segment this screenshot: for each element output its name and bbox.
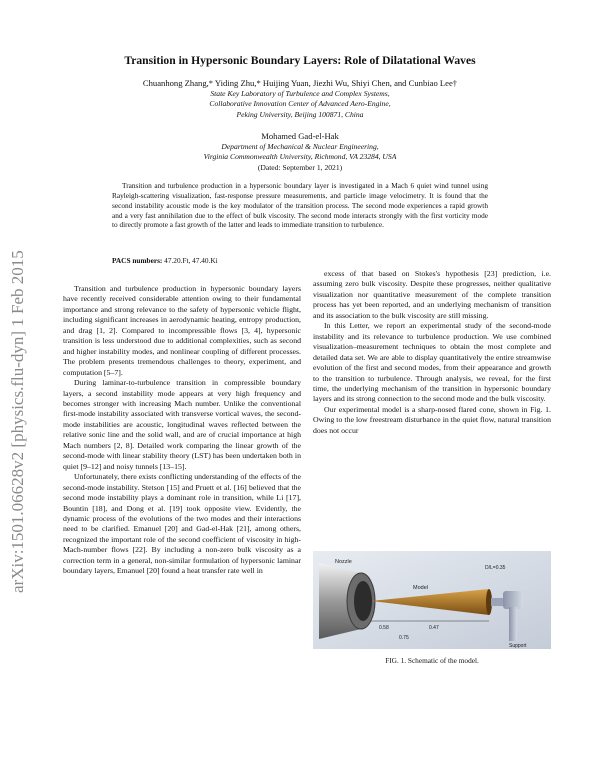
affiliation-line: Department of Mechanical & Nuclear Engineering,: [221, 142, 379, 151]
arxiv-stamp: [4, 228, 30, 598]
pacs-values: 47.20.Ft, 47.40.Ki: [164, 256, 218, 265]
figure-caption: FIG. 1. Schematic of the model.: [385, 656, 479, 665]
affiliation-line: State Key Laboratory of Turbulence and Complex Systems,: [210, 89, 390, 98]
paper-title: Transition in Hypersonic Boundary Layers: Role of Dilatational Waves: [124, 54, 476, 67]
label-support: Support: [509, 643, 527, 649]
nozzle-inner: [354, 581, 372, 621]
body-paragraph: excess of that based on Stokes's hypothesis [23] prediction, i.e. assuming zero bulk viscosity. Despite these progresses, neither qualitative visualization nor quantitative measurement of the complete transition process has yet been reported, and an underlying mechanism of transition and its association to the bulk viscosity are still missing.: [313, 269, 551, 320]
abstract: Transition and turbulence production in a hypersonic boundary layer is investigated in a Mach 6 quiet wind tunnel using Rayleigh-scattering visualization, fast-response pressure measurements, and particle image velocimetry. It is found that the second instability acoustic mode is the key modulator of the transition process. The second mode experiences a rapid growth and a very fast annihilation due to the effect of bulk viscosity. The second mode interacts strongly with the first vorticity mode to directly promote a fast growth of the latter and leads to immediate transition to turbulence.: [112, 181, 488, 230]
label-dim-2: 0.47: [429, 625, 439, 631]
left-column: [63, 284, 301, 577]
right-column: [313, 269, 551, 436]
label-dim-3: 0.75: [399, 635, 409, 641]
body-paragraph: Transition and turbulence production in hypersonic boundary layers have recently received considerable attention owing to their fundamental importance and strong relevance to the safety of hypersonic vehicle flight, including significant increases in aerodynamic heating, entropy production, and drag [1, 2]. Compared to incompressible flows [3, 4], hypersonic transition is less understood due to additional complexities, such as second and higher instability modes, and nonlinear coupling of different processes. The problem presents tremendous challenges to theory, experiment, and computation [5–7].: [63, 284, 301, 377]
support-strut: [509, 607, 517, 641]
model-schematic: [313, 551, 551, 649]
sting: [491, 598, 505, 606]
date-line: (Dated: September 1, 2021): [257, 163, 343, 172]
arxiv-stamp-text: arXiv:1501.06628v2 [physics.flu-dyn] 1 Feb 2015: [8, 250, 27, 593]
affiliation-line: Peking University, Beijing 100871, China: [236, 109, 364, 119]
affiliation-block-1: [60, 89, 540, 120]
body-paragraph: In this Letter, we report an experimental study of the second-mode instability and its relevance to turbulence production. We use combined visualization–measurement techniques to obtain the most complete and detailed data set. We are able to display quantitatively the entire streamwise evolution of the first and second modes, from their appearance and growth to the transition to turbulence. Through analysis, we reveal, for the first time, the underlying mechanism of the transition in hypersonic boundary layers and its strong connection to the second mode and the bulk viscosity.: [313, 321, 551, 404]
affiliation-line: Virginia Commonwealth University, Richmond, VA 23284, USA: [203, 152, 397, 162]
pacs-numbers: [112, 256, 218, 265]
body-paragraph: During laminar-to-turbulence transition in compressible boundary layers, a second instability mode appears at very high frequency and becomes stronger with increasing Mach number. Unlike the conventional first-mode instability associated with transverse vortical waves, the second-mode instabilities are acoustic, longitudinal waves reflected between the relative sonic line and the solid wall, and are of crucial importance at high Mach numbers [2, 8]. Detailed work comparing the linear growth of the second-mode with linear stability theory (LST) has been undertaken both in quiet [9–12] and noisy tunnels [13–15].: [63, 378, 301, 471]
pacs-label: PACS numbers:: [112, 256, 163, 265]
affiliation-line: Collaborative Innovation Center of Advanced Aero-Engine,: [209, 99, 391, 109]
label-model: Model: [413, 585, 428, 591]
label-nozzle: Nozzle: [335, 559, 352, 565]
figure-1: [313, 551, 551, 649]
author-list: Chuanhong Zhang,* Yiding Zhu,* Huijing Yuan, Jiezhi Wu, Shiyi Chen, and Cunbiao Lee†: [142, 78, 458, 88]
affiliation-block-2: [60, 142, 540, 163]
second-author: Mohamed Gad-el-Hak: [261, 131, 339, 141]
body-paragraph: Our experimental model is a sharp-nosed flared cone, shown in Fig. 1. Owing to the low freestream disturbance in the quiet flow, natural transition does not occur: [313, 404, 551, 435]
label-radius: D/L=0.35: [485, 565, 506, 571]
support-post: [503, 591, 523, 609]
body-paragraph: Unfortunately, there exists conflicting understanding of the effects of the second-mode instability. Stetson [15] and Pruett et al. [16] believed that the second mode instability plays a dominant role in transition, while Li [17], Bountin [18], and Dong et al. [19] took opposite view. Evidently, the dynamic process of the evolutions of the two modes and their interactions need to be clarified. Emanuel [20] and Gad-el-Hak [21], among others, recognized the important role of the second coefficient of viscosity in high-Mach-number flows [22]. By including a non-zero bulk viscosity as a correction term in a general, non-similar formulation of hypersonic laminar boundary layers, Emanuel [20] found a heat transfer rate well in: [63, 472, 301, 576]
label-dim-1: 0.58: [379, 625, 389, 631]
